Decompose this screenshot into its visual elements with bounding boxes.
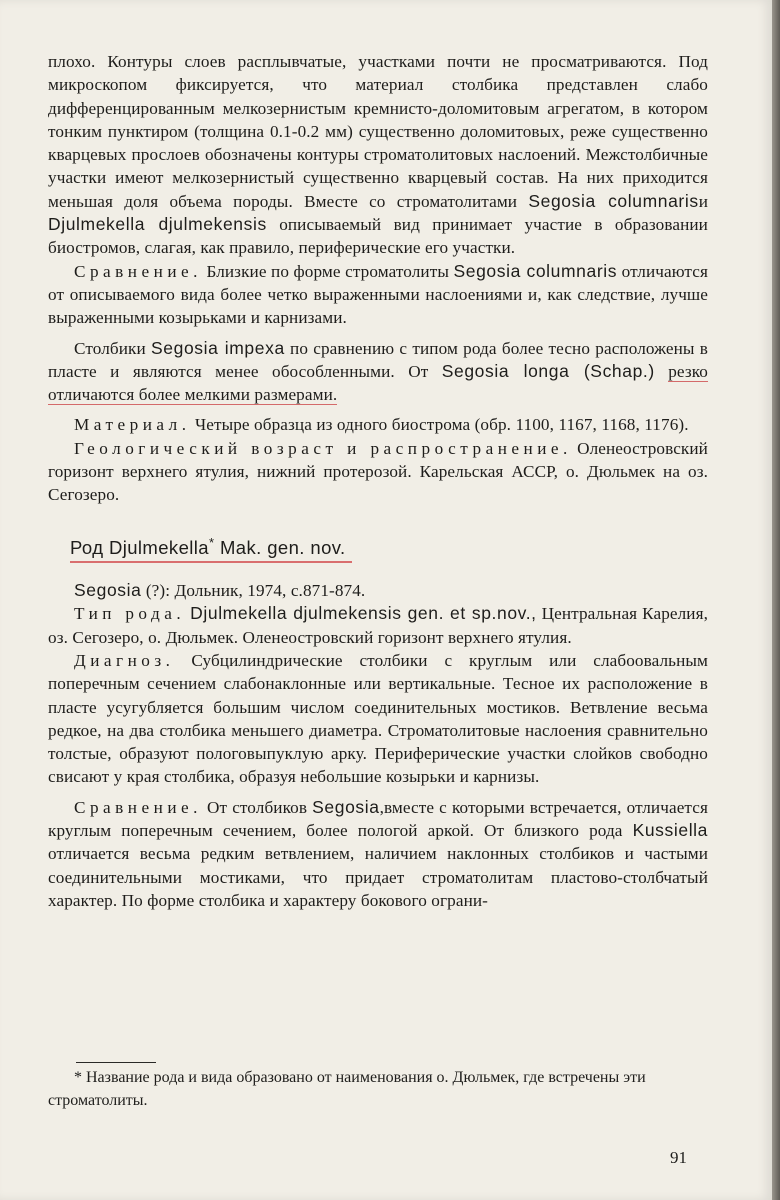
main-text — [48, 50, 708, 912]
taxon-name: Segosia — [312, 796, 380, 817]
page-edge — [772, 0, 780, 1200]
footnote-divider — [76, 1062, 156, 1063]
section-label: Тип рода. — [74, 604, 186, 624]
taxon-name: Segosia columnaris — [453, 260, 618, 281]
taxon-name: Segosia columnaris — [528, 190, 699, 211]
section-label: Сравнение. — [74, 261, 202, 281]
paragraph-material: Материал. Четыре образца из одного биострома (обр. 1100, 1167, 1168, 1176). — [74, 415, 689, 435]
paragraph-synonymy: Segosia (?): Дольник, 1974, с.871-874. — [74, 580, 366, 601]
taxon-name: Segosia — [74, 580, 142, 601]
section-label: Материал. — [74, 415, 191, 435]
paragraph-comparison-2: Столбики Segosia impexa по сравнению с типом рода более тесно расположены в пласте и являются менее обособленными. От Segosia longa (Schap.) резко отличаются более мелкими размерами. — [48, 337, 709, 405]
genus-name: Djulmekella — [108, 536, 209, 558]
taxon-name: Djulmekella djulmekensis — [48, 214, 267, 235]
paragraph-comparison: Сравнение. Близкие по форме строматолиты Segosia columnaris отличаются от описываемого вида более четко выраженными наслоениями и, как следствие, лучше выраженными козырьками и карнизами. — [48, 260, 708, 328]
paragraph-diagnosis: Диагноз. Субцилиндрические столбики с круглым или слабоовальным поперечным сечением слабонаклонные или вертикальные. Тесное их расположение в пласте усугубляется большим числом соединительных мостиков. Ветвление весьма редкое, на два столбика меньшего диаметра. Строматолитовые наслоения сравнительно толстые, образуют пологовыпуклую арку. Периферические участки слойков свободно свисают у края столбика, образуя небольшие козырьки и карнизы. — [48, 650, 708, 787]
section-label: Диагноз. — [74, 650, 175, 670]
genus-heading: Род Djulmekella* Mak. gen. nov. — [70, 531, 708, 563]
section-label: Сравнение. — [74, 797, 202, 817]
footnote: * Название рода и вида образовано от наименования о. Дюльмек, где встречены эти строматолиты. — [48, 1069, 646, 1109]
section-label: Геологический возраст и распространение. — [74, 438, 572, 458]
paragraph-genus-comparison: Сравнение. От столбиков Segosia,вместе с которыми встречается, отличается круглым поперечным сечением, более пологой аркой. От близкого рода Kussiella отличается весьма редким ветвлением, наличием наклонных столбиков и частыми соединительными мостиками, что придает строматолитам пластово-столбчатый характер. По форме столбика и характеру бокового ограни- — [48, 796, 708, 910]
paragraph-type-genus: Тип рода. Djulmekella djulmekensis gen. et sp.nov., Центральная Карелия, оз. Сегозеро, о. Дюльмек. Оленеостровский горизонт верхнего ятулия. — [48, 603, 708, 647]
paragraph-age: Геологический возраст и распространение. Оленеостровский горизонт верхнего ятулия, нижний протерозой. Карельская АССР, о. Дюльмек на оз. Сегозеро. — [48, 438, 708, 505]
footnote-marker: * — [74, 1069, 82, 1086]
page-number: 91 — [670, 1148, 687, 1167]
taxon-name: Segosia longa (Schap.) — [441, 360, 655, 381]
paragraph-description-end: плохо. Контуры слоев расплывчатые, участками почти не просматриваются. Под микроскопом фиксируется, что материал столбика представлен слабо дифференцированным мелкозернистым кремнисто-доломитовым агрегатом, в котором тонким пунктиром (толщина 0.1-0.2 мм) существенно доломитовых, реже существенно кварцевых прослоев обозначены контуры строматолитовых наслоений. Межстолбичные участки имеют мелкозернистый существенно кварцевый состав. На них приходится меньшая доля объема породы. Вместе со строматолитами Segosia columnarisи Djulmekella djulmekensis описываемый вид принимает участие в образовании биостромов, слагая, как правило, периферические его участки. — [48, 52, 708, 258]
footnote-marker: * — [208, 534, 215, 550]
taxon-name: Kussiella — [632, 820, 708, 841]
taxon-name: Segosia impexa — [151, 337, 285, 358]
taxon-name: Djulmekella djulmekensis gen. et sp.nov., — [190, 603, 537, 624]
